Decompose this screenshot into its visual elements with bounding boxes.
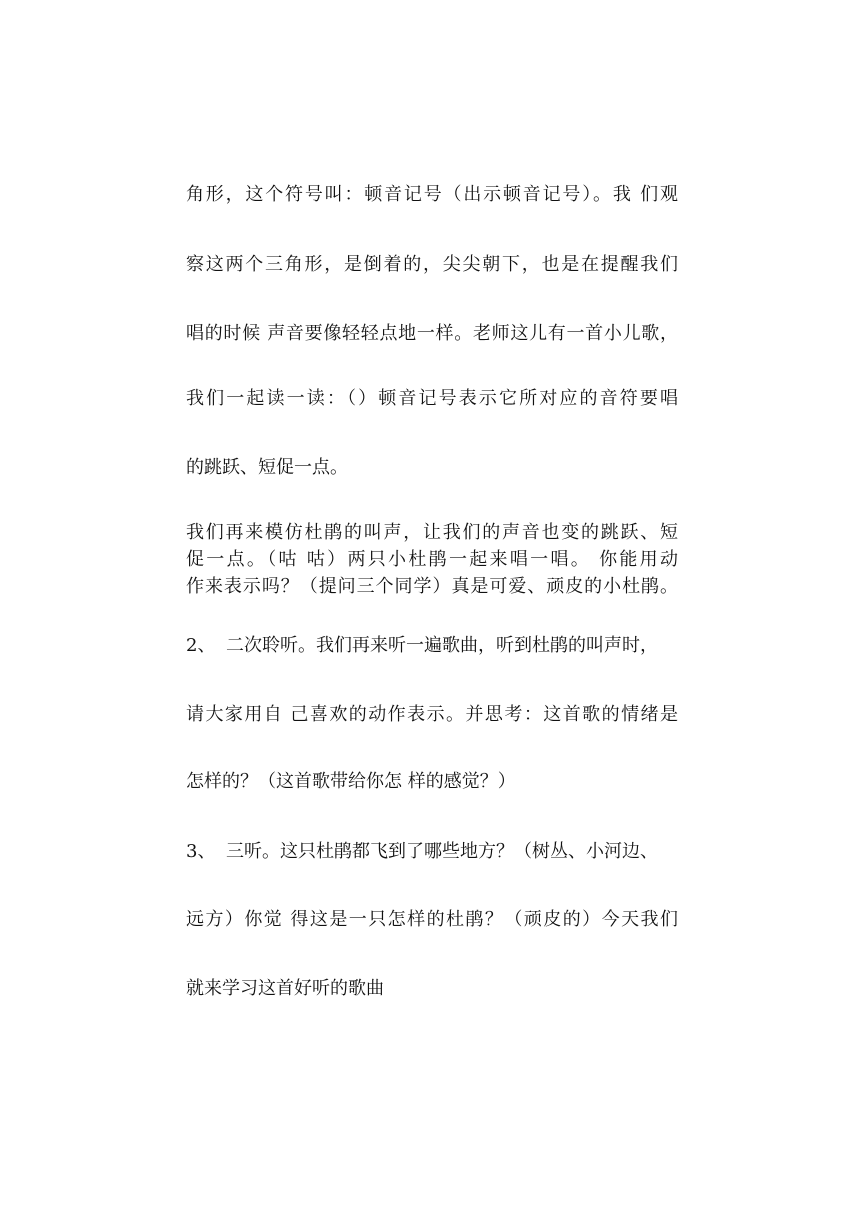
text-line: 二次聆听。我们再来听一遍歌曲，听到杜鹃的叫声时， xyxy=(226,635,658,656)
text-line: 三听。这只杜鹃都飞到了哪些地方？（树丛、小河边、 xyxy=(226,841,658,862)
text-line: 角形，这个符号叫：顿音记号（出示顿音记号）。我 们观 xyxy=(186,184,678,205)
text-line: 唱的时候 声音要像轻轻点地一样。老师这儿有一首小儿歌， xyxy=(186,323,678,344)
item-number: 3、 xyxy=(186,841,216,862)
text-line: 就来学习这首好听的歌曲 xyxy=(186,978,384,999)
text-line: 察这两个三角形，是倒着的，尖尖朝下，也是在提醒我们 xyxy=(186,254,678,275)
item-number: 2、 xyxy=(186,635,216,656)
text-line: 请大家用自 己喜欢的动作表示。并思考：这首歌的情绪是 xyxy=(186,704,678,725)
text-line: 怎样的？（这首歌带给你怎 样的感觉？） xyxy=(186,771,516,792)
text-line: 远方）你觉 得这是一只怎样的杜鹃？（顽皮的）今天我们 xyxy=(186,909,678,930)
text-line: 的跳跃、短促一点。 xyxy=(186,457,348,478)
text-line: 作来表示吗？（提问三个同学）真是可爱、顽皮的小杜鹃。 xyxy=(186,576,678,597)
text-line: 我们再来模仿杜鹃的叫声，让我们的声音也变的跳跃、短 xyxy=(186,522,678,543)
numbered-item-2 xyxy=(186,634,678,658)
text-line: 促一点。（咕 咕）两只小杜鹃一起来唱一唱。 你能用动 xyxy=(186,549,678,570)
text-line: 我们一起读一读：（）顿音记号表示它所对应的音符要唱 xyxy=(186,388,678,409)
numbered-item-3 xyxy=(186,840,678,864)
